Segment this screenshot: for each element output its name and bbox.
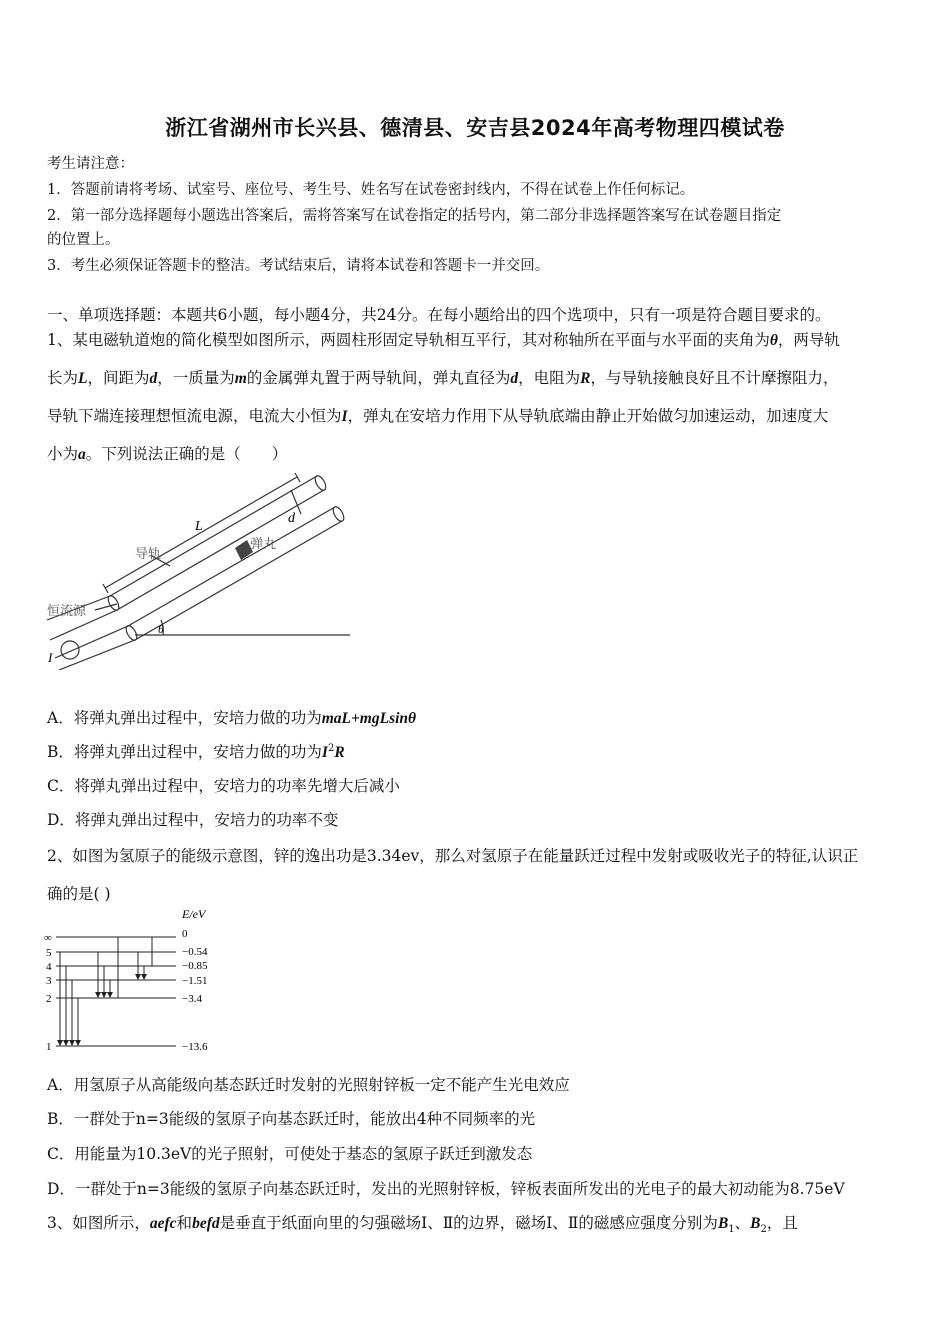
energy-level-diagram [40,905,230,1055]
level-e-2: −3.4 [182,993,202,1005]
label-source: 恒流源 [47,603,87,618]
notice-heading: 考生请注意： [47,156,134,172]
label-I: I [48,650,53,665]
label-d: d [288,511,295,526]
q1-option-d: D．将弹丸弹出过程中，安培力的功率不变 [47,811,339,829]
notice-item-1: 1．答题前请将考场、试室号、座位号、考生号、姓名写在试卷密封线内，不得在试卷上作任何标记。 [47,182,695,198]
level-e-inf: 0 [182,928,188,940]
q1-line-3: 导轨下端连接理想恒流电源，电流大小恒为I，弹丸在安培力作用下从导轨底端由静止开始做匀加速运动，加速度大 [47,407,829,425]
level-n-3: 3 [46,975,52,987]
notice-item-2-cont: 的位置上。 [47,232,120,248]
level-n-1: 1 [46,1041,52,1053]
label-L: L [195,519,203,534]
level-n-4: 4 [46,961,52,973]
level-n-2: 2 [46,993,52,1005]
railgun-figure [45,470,355,670]
section-heading: 一、单项选择题：本题共6小题，每小题4分，共24分。在每小题给出的四个选项中，只有一项是符合题目要求的。 [47,306,831,324]
q1-line-1: 1、某电磁轨道炮的简化模型如图所示，两圆柱形固定导轨相互平行，其对称轴所在平面与水平面的夹角为θ，两导轨 [47,331,840,349]
notice-item-2: 2．第一部分选择题每小题选出答案后，需将答案写在试卷指定的括号内，第二部分非选择题答案写在试卷题目指定 [47,208,782,224]
page-title: 浙江省湖州市长兴县、德清县、安吉县2024年高考物理四模试卷 [165,116,785,140]
q2-option-d: D．一群处于n=3能级的氢原子向基态跃迁时，发出的光照射锌板，锌板表面所发出的光电子的最大初动能为8.75eV [47,1180,845,1198]
q1-option-a: A．将弹丸弹出过程中，安培力做的功为maL+mgLsinθ [47,709,417,727]
q2-option-c: C．用能量为10.3eV的光子照射，可使处于基态的氢原子跃迁到激发态 [47,1145,533,1163]
axis-label: E/eV [182,907,206,921]
q1-line-2: 长为L，间距为d，一质量为m的金属弹丸置于两导轨间，弹丸直径为d，电阻为R，与导轨接触良好且不计摩擦阻力， [47,369,839,387]
q2-option-a: A．用氢原子从高能级向基态跃迁时发射的光照射锌板一定不能产生光电效应 [47,1076,570,1094]
level-n-5: 5 [46,947,52,959]
q2-line-2: 确的是( ) [47,885,111,903]
level-e-3: −1.51 [182,975,208,987]
label-rail: 导轨 [135,546,162,561]
label-theta: θ [158,622,164,636]
q2-option-b: B．一群处于n=3能级的氢原子向基态跃迁时，能放出4种不同频率的光 [47,1110,536,1128]
q1-option-c: C．将弹丸弹出过程中，安培力的功率先增大后减小 [47,777,400,795]
q1-line-4: 小为a。下列说法正确的是（ ） [47,445,288,463]
level-e-1: −13.6 [182,1041,208,1053]
level-e-5: −0.54 [182,946,208,958]
label-bullet: 弹丸 [250,536,277,551]
q3-line-1: 3、如图所示，aefc和befd是垂直于纸面向里的匀强磁场Ⅰ、Ⅱ的边界，磁场Ⅰ、Ⅱ的磁感应强度分别为$B_1$、$B_2$，且 [47,1214,798,1236]
notice-item-3: 3．考生必须保证答题卡的整洁。考试结束后，请将本试卷和答题卡一并交回。 [47,258,550,274]
q1-option-b: B．将弹丸弹出过程中，安培力做的功为$I^2R$ [47,742,345,761]
q2-line-1: 2、如图为氢原子的能级示意图，锌的逸出功是3.34ev，那么对氢原子在能量跃迁过程中发射或吸收光子的特征,认识正 [47,847,859,865]
level-n-inf: ∞ [44,932,52,944]
level-e-4: −0.85 [182,960,208,972]
